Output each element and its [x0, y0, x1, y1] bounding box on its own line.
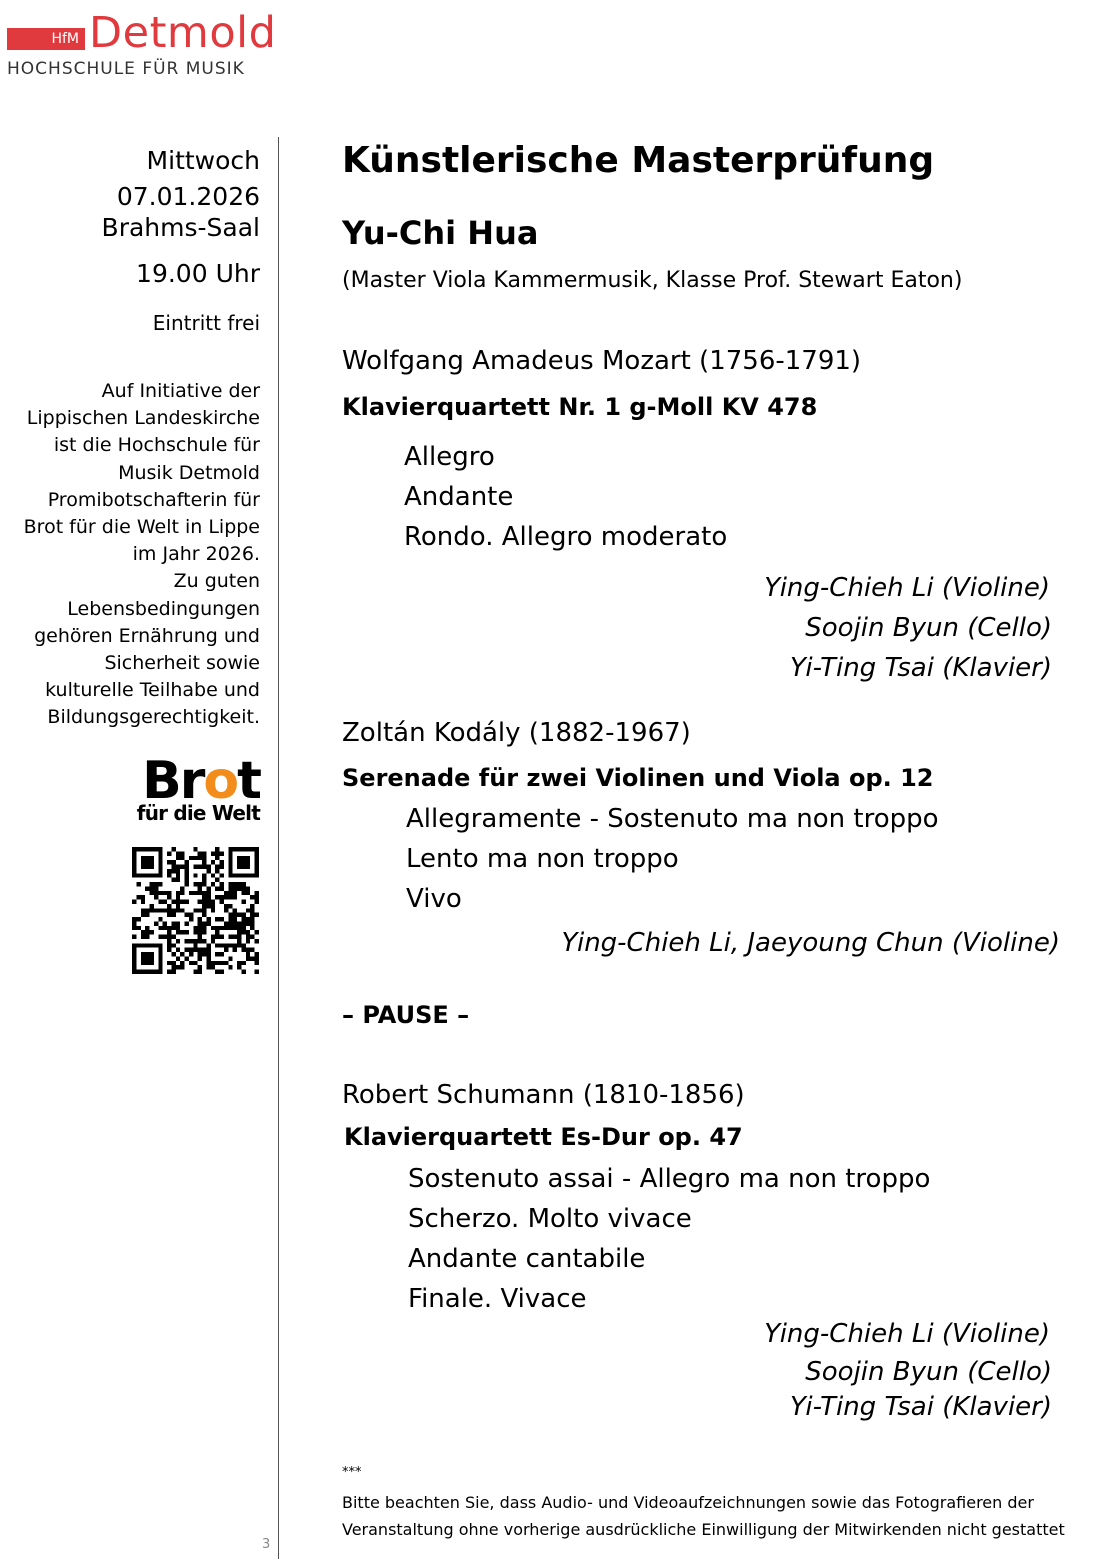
footer-notice-line: Veranstaltung ohne vorherige ausdrückliche Einwilligung der Mitwirkenden nicht gestattet	[342, 1520, 1065, 1539]
movement: Andante cantabile	[408, 1244, 646, 1274]
brot-logo-word	[137, 751, 260, 811]
brot-logo-part: Br	[142, 751, 204, 811]
column-divider	[278, 137, 279, 1559]
initiative-text	[24, 378, 260, 732]
performer-credit: Yi-Ting Tsai (Klavier)	[789, 653, 1052, 683]
performer-credit: Soojin Byun (Cello)	[805, 613, 1052, 643]
composer: Robert Schumann (1810-1856)	[342, 1080, 745, 1110]
movement: Sostenuto assai - Allegro ma non troppo	[408, 1164, 931, 1194]
performer-credit: Ying-Chieh Li (Violine)	[764, 573, 1050, 603]
brot-logo-o: o	[203, 751, 238, 811]
logo-subtitle: HOCHSCHULE FÜR MUSIK	[7, 59, 245, 79]
movement: Finale. Vivace	[408, 1284, 587, 1314]
movement: Lento ma non troppo	[406, 844, 679, 874]
composer: Wolfgang Amadeus Mozart (1756-1791)	[342, 346, 862, 376]
movement: Rondo. Allegro moderato	[404, 522, 728, 552]
performer-note: (Master Viola Kammermusik, Klasse Prof. Stewart Eaton)	[342, 268, 963, 293]
performer-credit: Yi-Ting Tsai (Klavier)	[789, 1392, 1052, 1422]
initiative-line: Lebensbedingungen	[67, 597, 260, 620]
performer-credit: Ying-Chieh Li, Jaeyoung Chun (Violine)	[561, 928, 1060, 958]
composer: Zoltán Kodály (1882-1967)	[342, 718, 691, 748]
pause-label: – PAUSE –	[342, 1001, 470, 1029]
work-title: Klavierquartett Es-Dur op. 47	[344, 1123, 743, 1151]
brot-logo-subtitle: für die Welt	[136, 801, 260, 825]
event-date: 07.01.2026	[116, 182, 260, 211]
initiative-line: im Jahr 2026.	[132, 543, 260, 566]
work-title: Serenade für zwei Violinen und Viola op. 12	[342, 764, 934, 792]
initiative-line: Musik Detmold	[118, 461, 260, 484]
initiative-line: Auf Initiative der	[101, 380, 260, 402]
initiative-line: Bildungsgerechtigkeit.	[47, 706, 260, 729]
qr-code-icon[interactable]	[132, 847, 259, 974]
event-time: 19.00 Uhr	[136, 259, 260, 288]
movement: Allegro	[404, 442, 495, 472]
footer-separator: ***	[342, 1465, 362, 1480]
logo-hfm-box: HfM	[7, 28, 85, 50]
initiative-line: Promibotschafterin für	[47, 488, 260, 511]
performer-credit: Ying-Chieh Li (Violine)	[764, 1319, 1050, 1349]
initiative-line: gehören Ernährung und	[34, 624, 260, 647]
event-admission: Eintritt frei	[152, 311, 260, 335]
brot-logo-part: t	[237, 751, 260, 811]
page-title: Künstlerische Masterprüfung	[342, 140, 935, 181]
movement: Scherzo. Molto vivace	[408, 1204, 692, 1234]
page-number: 3	[262, 1537, 271, 1552]
movement: Andante	[404, 482, 514, 512]
event-weekday: Mittwoch	[146, 146, 260, 175]
initiative-line: Lippischen Landeskirche	[26, 407, 260, 430]
movement: Vivo	[406, 884, 462, 914]
footer-notice-line: Bitte beachten Sie, dass Audio- und Videoaufzeichnungen sowie das Fotografieren der	[342, 1493, 1034, 1512]
initiative-line: ist die Hochschule für	[53, 434, 260, 457]
initiative-line: Zu guten	[173, 570, 260, 593]
brot-fuer-die-welt-logo	[136, 751, 260, 825]
initiative-line: Brot für die Welt in Lippe	[23, 516, 260, 539]
performer-name: Yu-Chi Hua	[342, 214, 539, 252]
event-venue: Brahms-Saal	[101, 213, 260, 242]
work-title: Klavierquartett Nr. 1 g-Moll KV 478	[342, 393, 818, 421]
initiative-line: kulturelle Teilhabe und	[45, 679, 260, 702]
logo-detmold: Detmold	[89, 8, 277, 58]
movement: Allegramente - Sostenuto ma non troppo	[406, 804, 939, 834]
initiative-line: Sicherheit sowie	[104, 652, 260, 675]
performer-credit: Soojin Byun (Cello)	[805, 1357, 1052, 1387]
